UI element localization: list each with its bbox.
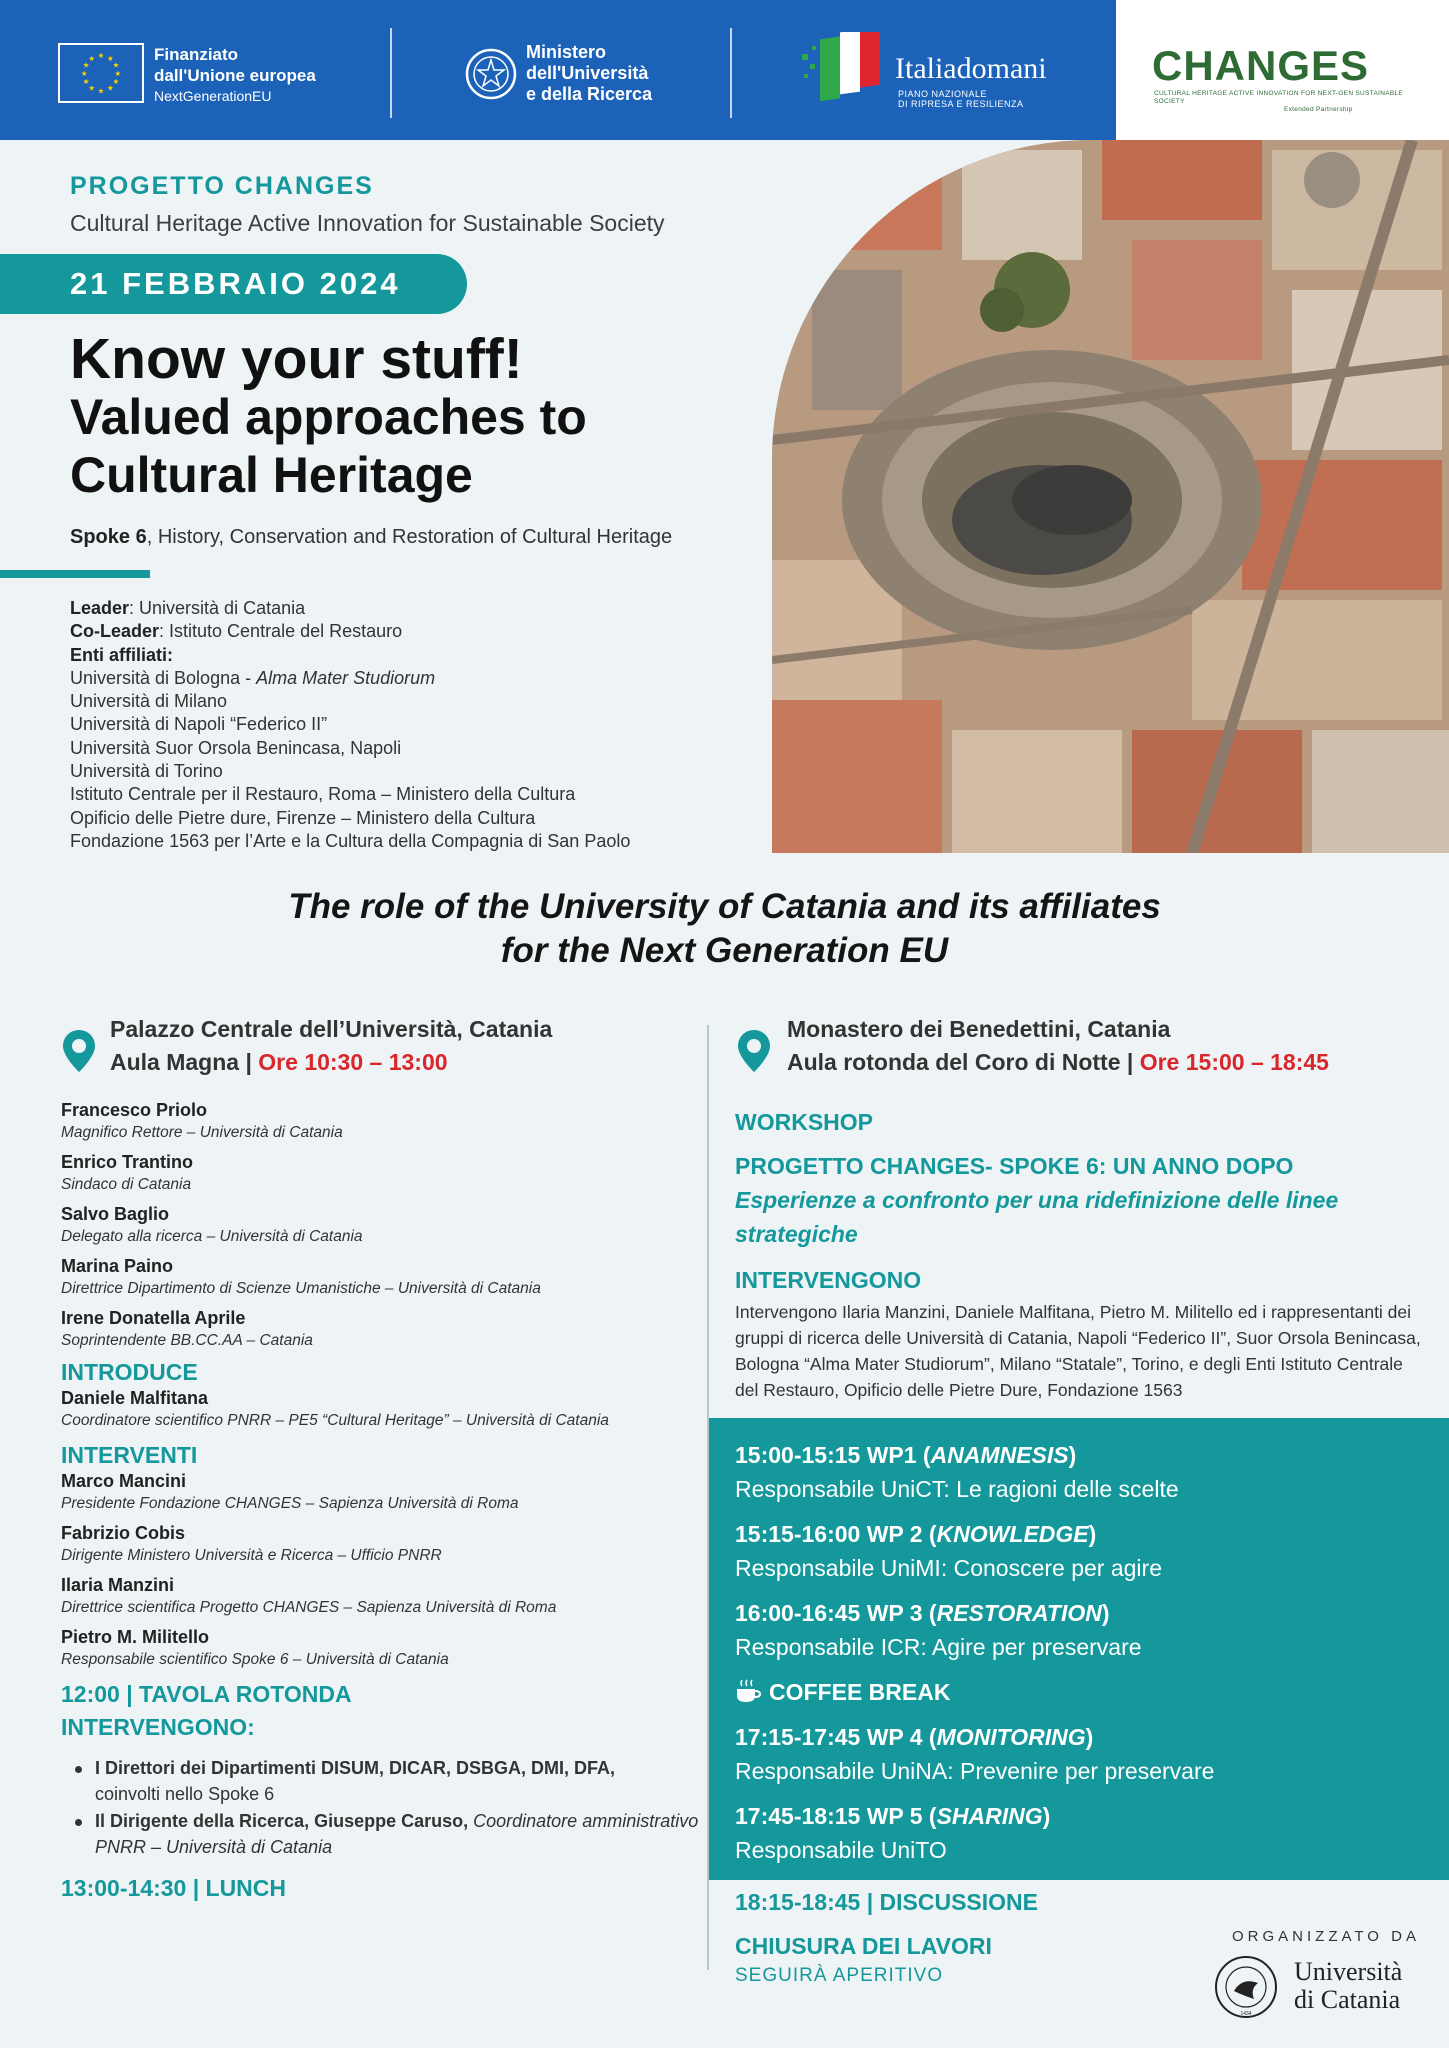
location-pin-icon: [736, 1028, 772, 1074]
organizations-list: Leader: Università di Catania Co-Leader: Istituto Centrale del Restauro Enti affiliati: Università di Bologna - Alma Mater Studiorum Università di Milano Università di Napoli “Federico II” Università Suor Orsola Benincasa, Napoli Università di Torino Istituto Centrale per il Restauro, Roma – Ministero della Cultura Opificio delle Pietre dure, Firenze – Ministero della Cultura Fondazione 1563 per l’Arte e la Cultura della Compagnia di San Paolo: [70, 597, 630, 853]
location-pin-icon: [61, 1028, 97, 1074]
intervengono-text: Intervengono Ilaria Manzini, Daniele Malfitana, Pietro M. Militello ed i rappresentanti dei gruppi di ricerca delle Università di Catania, Napoli “Federico II”, Suor Orsola Benincasa, Bologna “Alma Mater Studiorum”, Milano “Statale”, Torino, e degli Enti Istituto Centrale del Restauro, Opificio delle Pietre Dure, Fondazione 1563: [735, 1302, 1421, 1400]
header-divider: [730, 28, 732, 118]
coffee-cup-icon: [735, 1678, 761, 1704]
schedule-item: 16:00-16:45 WP 3 (RESTORATION) Responsabile ICR: Agire per preservare: [735, 1600, 1142, 1660]
workshop-heading: WORKSHOP: [735, 1109, 873, 1135]
italia-domani-flag-icon: [800, 32, 892, 112]
changes-logo: CHANGES: [1152, 42, 1370, 89]
morning-program: [61, 1098, 701, 1905]
svg-text:★: ★: [106, 83, 114, 93]
speaker-item: Fabrizio Cobis Dirigente Ministero Università e Ricerca – Ufficio PNRR: [61, 1523, 442, 1564]
interventi-heading: INTERVENTI: [61, 1442, 198, 1468]
title-line: Know your stuff!: [70, 327, 523, 391]
svg-text:1434: 1434: [1240, 2011, 1252, 2017]
svg-text:★: ★: [112, 77, 120, 87]
speaker-item: Salvo Baglio Delegato alla ricerca – Università di Catania: [61, 1204, 363, 1245]
speaker-item: Marco Mancini Presidente Fondazione CHANGES – Sapienza Università di Roma: [61, 1471, 519, 1512]
italia-domani-logo: Italiadomani: [895, 52, 1047, 85]
changes-logo-subtitle: CULTURAL HERITAGE ACTIVE INNOVATION FOR NEXT-GEN SUSTAINABLE SOCIETY Extended Partnership: [1154, 90, 1404, 113]
eu-flag-icon: [58, 43, 144, 103]
affiliate-item: Università di Napoli “Federico II”: [70, 714, 328, 735]
accent-bar: [0, 570, 150, 578]
university-logo-text: Università di Catania: [1294, 1957, 1403, 2014]
spoke-description: Spoke 6, History, Conservation and Restoration of Cultural Heritage: [70, 526, 673, 548]
svg-text:★: ★: [82, 60, 90, 70]
intervengono-heading: INTERVENGONO: [735, 1267, 922, 1293]
svg-text:★: ★: [88, 53, 96, 63]
project-subtitle: Cultural Heritage Active Innovation for Sustainable Society: [70, 210, 665, 236]
aperitivo-note: SEGUIRÀ APERITIVO: [735, 1965, 944, 1986]
speaker-item: Francesco Priolo Magnifico Rettore – Università di Catania: [61, 1100, 343, 1141]
workshop-info: [735, 1105, 1425, 1403]
speaker-item: Ilaria Manzini Direttrice scientifica Progetto CHANGES – Sapienza Università di Roma: [61, 1575, 557, 1616]
coffee-break: COFFEE BREAK: [735, 1675, 1449, 1709]
speaker-item: Pietro M. Militello Responsabile scientifico Spoke 6 – Università di Catania: [61, 1627, 449, 1668]
schedule-item: 15:15-16:00 WP 2 (KNOWLEDGE) Responsabile UniMI: Conoscere per agire: [735, 1521, 1162, 1581]
eu-funding-label: Finanziato dall'Unione europea NextGenerationEU: [154, 45, 316, 104]
svg-text:★: ★: [112, 60, 120, 70]
list-item: I Direttori dei Dipartimenti DISUM, DICAR, DSBGA, DMI, DFA, coinvolti nello Spoke 6: [73, 1756, 701, 1807]
affiliate-item: Università di Bologna - Alma Mater Studiorum: [70, 667, 436, 688]
headline: The role of the University of Catania and its affiliates for the Next Generation EU: [288, 887, 1161, 970]
speaker-item: Enrico Trantino Sindaco di Catania: [61, 1152, 194, 1193]
page-title: [70, 327, 587, 504]
workshop-title: PROGETTO CHANGES- SPOKE 6: UN ANNO DOPO: [735, 1153, 1294, 1179]
svg-text:★: ★: [97, 86, 105, 96]
italia-domani-subtitle: PIANO NAZIONALE DI RIPRESA E RESILIENZA: [898, 89, 1024, 109]
italian-republic-emblem-icon: [463, 44, 519, 106]
afternoon-schedule: [709, 1418, 1449, 1880]
round-table-list: [61, 1756, 701, 1860]
header-divider: [390, 28, 392, 118]
svg-text:★: ★: [114, 68, 122, 78]
organized-by-label: ORGANIZZATO DA: [1232, 1928, 1420, 1945]
closing-heading: CHIUSURA DEI LAVORI: [735, 1933, 992, 1959]
university-seal-icon: [1214, 1955, 1278, 2019]
morning-venue: Palazzo Centrale dell’Università, Catania Aula Magna | Ore 10:30 – 13:00: [110, 1016, 553, 1075]
svg-text:★: ★: [88, 83, 96, 93]
affiliate-item: Università di Milano: [70, 691, 228, 712]
svg-text:★: ★: [82, 77, 90, 87]
ministry-label: Ministero dell'Università e della Ricerca: [526, 42, 653, 104]
lunch-heading: 13:00-14:30 | LUNCH: [61, 1875, 287, 1901]
affiliate-item: Università Suor Orsola Benincasa, Napoli: [70, 737, 402, 758]
schedule-item: 17:45-18:15 WP 5 (SHARING) Responsabile UniTO: [735, 1803, 1051, 1863]
title-line: Valued approaches to: [70, 389, 587, 445]
schedule-item: 15:00-15:15 WP1 (ANAMNESIS) Responsabile UniCT: Le ragioni delle scelte: [735, 1442, 1179, 1502]
affiliate-item: Opificio delle Pietre dure, Firenze – Ministero della Cultura: [70, 807, 536, 828]
closing-info: [735, 1885, 1038, 1989]
speaker-item: Marina Paino Direttrice Dipartimento di Scienze Umanistiche – Università di Catania: [61, 1256, 541, 1297]
event-date: 21 FEBBRAIO 2024: [0, 254, 467, 314]
discussion-heading: 18:15-18:45 | DISCUSSIONE: [735, 1889, 1038, 1915]
round-table-speakers-heading: INTERVENGONO:: [61, 1714, 255, 1740]
workshop-subtitle: strategiche: [735, 1221, 858, 1247]
project-title: PROGETTO CHANGES: [70, 172, 374, 200]
title-line: Cultural Heritage: [70, 447, 473, 503]
list-item: Il Dirigente della Ricerca, Giuseppe Caruso, Coordinatore amministrativo PNRR – Università di Catania: [73, 1809, 701, 1860]
round-table-heading: 12:00 | TAVOLA ROTONDA: [61, 1681, 352, 1707]
workshop-subtitle: Esperienze a confronto per una ridefinizione delle linee: [735, 1187, 1339, 1213]
svg-text:★: ★: [106, 53, 114, 63]
aerial-photo-catania: [772, 140, 1449, 853]
schedule-item: 17:15-17:45 WP 4 (MONITORING) Responsabile UniNA: Prevenire per preservare: [735, 1724, 1215, 1784]
afternoon-venue: Monastero dei Benedettini, Catania Aula rotonda del Coro di Notte | Ore 15:00 – 18:45: [787, 1016, 1329, 1075]
affiliate-item: Università di Torino: [70, 761, 223, 782]
speaker-item: Irene Donatella Aprile Soprintendente BB.CC.AA – Catania: [61, 1308, 313, 1349]
svg-text:★: ★: [97, 51, 105, 61]
introduce-heading: INTRODUCE: [61, 1359, 198, 1385]
affiliate-item: Istituto Centrale per il Restauro, Roma – Ministero della Cultura: [70, 784, 576, 805]
affiliate-item: Fondazione 1563 per l’Arte e la Cultura della Compagnia di San Paolo: [70, 830, 631, 851]
svg-text:★: ★: [80, 68, 88, 78]
speaker-item: Daniele Malfitana Coordinatore scientifico PNRR – PE5 “Cultural Heritage” – Università di Catania: [61, 1388, 609, 1429]
